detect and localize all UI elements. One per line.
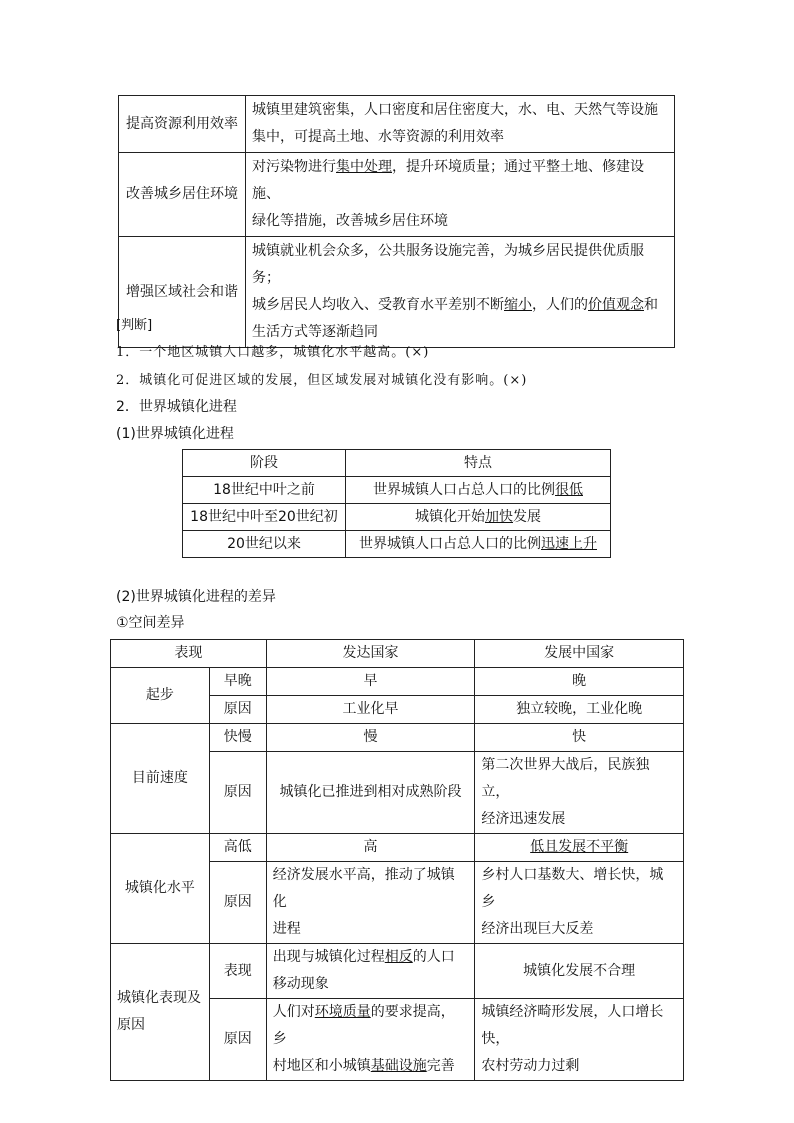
section-title: 2．世界城镇化进程 [116, 399, 237, 415]
subsection-title: ①空间差异 [116, 615, 185, 631]
table-row: 城镇化表现及 原因 表现 出现与城镇化过程相反的人口 移动现象 城镇化发展不合理 [111, 944, 684, 999]
table-header-row [111, 640, 684, 668]
row-head: 提高资源利用效率 [119, 96, 246, 153]
judge-item: 2．城镇化可促进区域的发展，但区域发展对城镇化没有影响。(×) [116, 373, 528, 388]
row-body: 城镇里建筑密集，人口密度和居住密度大，水、电、天然气等设施 集中，可提高土地、水等资源的利用效率 [246, 96, 675, 153]
subsection-title: (2)世界城镇化进程的差异 [116, 589, 276, 605]
row-key: 原因 [209, 752, 266, 834]
column-header: 表现 [111, 640, 267, 668]
stage-cell: 20世纪以来 [183, 531, 346, 558]
table-row [119, 153, 675, 237]
row-key: 原因 [209, 999, 266, 1081]
table-row [183, 504, 611, 531]
row-head: 增强区域社会和谐 [119, 237, 246, 348]
table-header-row [183, 450, 611, 477]
table-row [119, 237, 675, 348]
group-label: 目前速度 [111, 724, 210, 834]
judge-heading: [判断] [116, 318, 153, 333]
row-key: 表现 [209, 944, 266, 999]
feature-cell: 世界城镇人口占总人口的比例很低 [346, 477, 611, 504]
table-row: 目前速度 快慢 慢 快 [111, 724, 684, 752]
row-key: 原因 [209, 862, 266, 944]
difference-table [110, 639, 684, 1081]
process-table [182, 449, 611, 558]
table-row: 原因 城镇化已推进到相对成熟阶段 第二次世界大战后，民族独立， 经济迅速发展 [111, 752, 684, 834]
table-row: 原因 工业化早 独立较晚，工业化晚 [111, 696, 684, 724]
row-body: 城镇就业机会众多，公共服务设施完善，为城乡居民提供优质服务； 城乡居民人均收入、受教育水平差别不断缩小，人们的价值观念和 生活方式等逐渐趋同 [246, 237, 675, 348]
table-row [119, 96, 675, 153]
stage-cell: 18世纪中叶之前 [183, 477, 346, 504]
table-row: 起步 早晚 早 晚 [111, 668, 684, 696]
group-label: 起步 [111, 668, 210, 724]
row-key: 早晚 [209, 668, 266, 696]
table-row: 原因 经济发展水平高，推动了城镇化 进程 乡村人口基数大、增长快，城乡 经济出现巨大反差 [111, 862, 684, 944]
column-header: 发达国家 [266, 640, 475, 668]
stage-cell: 18世纪中叶至20世纪初 [183, 504, 346, 531]
group-label: 城镇化水平 [111, 834, 210, 944]
benefits-table [118, 95, 675, 348]
row-head: 改善城乡居住环境 [119, 153, 246, 237]
feature-cell: 世界城镇人口占总人口的比例迅速上升 [346, 531, 611, 558]
row-key: 原因 [209, 696, 266, 724]
judge-item: 1．一个地区城镇人口越多，城镇化水平越高。(×) [116, 345, 430, 360]
feature-cell: 城镇化开始加快发展 [346, 504, 611, 531]
column-header: 发展中国家 [475, 640, 684, 668]
column-header: 特点 [346, 450, 611, 477]
subsection-title: (1)世界城镇化进程 [116, 426, 234, 442]
table-row [183, 531, 611, 558]
table-row: 城镇化水平 高低 高 低且发展不平衡 [111, 834, 684, 862]
row-key: 快慢 [209, 724, 266, 752]
row-key: 高低 [209, 834, 266, 862]
table-row [183, 477, 611, 504]
column-header: 阶段 [183, 450, 346, 477]
row-body: 对污染物进行集中处理，提升环境质量；通过平整土地、修建设施、 绿化等措施，改善城乡居住环境 [246, 153, 675, 237]
table-row: 原因 人们对环境质量的要求提高，乡 村地区和小城镇基础设施完善 城镇经济畸形发展，人口增长快， 农村劳动力过剩 [111, 999, 684, 1081]
group-label: 城镇化表现及 原因 [111, 944, 210, 1081]
